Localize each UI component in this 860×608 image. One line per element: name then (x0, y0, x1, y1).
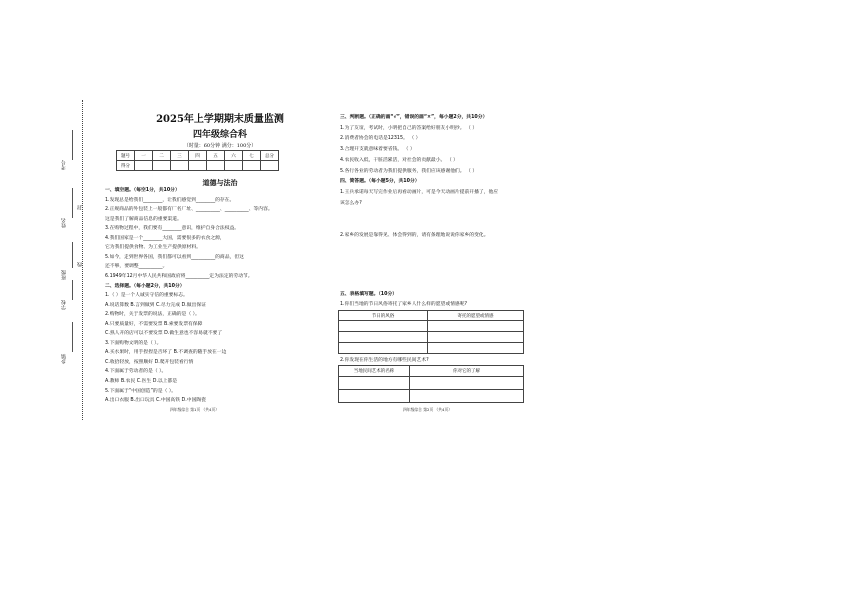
table-header-cell: 节日的风俗 (339, 311, 428, 321)
score-cell: 四 (189, 151, 207, 161)
gutter-line-school (72, 280, 73, 300)
question-text: 2.你发现在你生活的地方有哪些民间艺术? (340, 358, 429, 363)
table-cell[interactable] (410, 377, 524, 390)
question-line: 1.王兵承诺每天写完作业后再看动画片，可是今天动画片提前开播了，他应 (340, 189, 499, 195)
score-cell (135, 161, 153, 171)
seal-dotted-line (82, 100, 83, 420)
question-line: 1.发现总是给我们________，让我们感觉到________的存在。 (105, 197, 235, 203)
question-text: 2.家乡的发展是靠得见、体会得到的，请有条理地说说你家乡的变化。 (340, 233, 489, 238)
score-cell (153, 161, 171, 171)
exam-subtitle: 四年级综合科 (192, 130, 247, 140)
question-line: 3.下面购物文明的是（ ）。 (105, 340, 162, 346)
score-cell: 得分 (117, 161, 135, 171)
table-cell[interactable] (339, 390, 410, 403)
table-cell[interactable] (410, 390, 524, 403)
exam-title: 2025年上学期期末质量监测 (156, 114, 284, 125)
page-footer-1: 四年级综合 第1页 （共4页） (170, 407, 220, 412)
question-line: 3.合理开支就意味着要省钱。 （ ） (340, 147, 415, 153)
gutter-line-class (72, 242, 73, 268)
question-line: 6.1949年12月中华人民共和国政府将__________定为法定的劳动节。 (105, 273, 253, 279)
table-cell[interactable] (339, 332, 428, 343)
table-header-cell: 你对它的了解 (410, 366, 524, 377)
gutter-line-exam-number (72, 130, 73, 160)
page-footer-2: 四年级综合 第2页 （共4页） (403, 407, 453, 412)
table-row (339, 343, 524, 354)
question-line: C.收拾轻放，按照顺好 D.爬开包装看行情 (105, 359, 194, 365)
table-cell[interactable] (428, 332, 524, 343)
question-line: A.买水果时，用手捏捏是否坏了 B.不调查的随手放在一边 (105, 350, 227, 356)
section-heading: 二、选择题。（每小题2分，共10分） (105, 283, 185, 289)
question-line: 还不够，要调整__________。 (105, 264, 168, 270)
question-line: 4.我们国家是一个________大国，需要很多的衣食之源， (105, 235, 225, 241)
question-line: A.说话算数 B.言到做到 C.尽力完成 D.做出保证 (105, 302, 206, 308)
question-line: 该怎么办? (340, 200, 362, 206)
table-row (339, 332, 524, 343)
question-line: 它为我们提供食物、为工业生产提供原材料。 (105, 245, 201, 251)
table-cell[interactable] (428, 343, 524, 354)
question-line: A.只要质量好，不需要发票 B.索要发票有保障 (105, 321, 203, 327)
gutter-line-township (72, 322, 73, 352)
table-cell[interactable] (339, 321, 428, 332)
question-text: 1.你们当地的节日风俗寄托了家乡人什么样的愿望或情感呢? (340, 302, 468, 307)
table-row (339, 321, 524, 332)
gutter-label-name: 姓名 (61, 218, 67, 228)
question-line: 5.各行各业的劳动者为我们提供服务，我们应该感谢他们。 （ ） (340, 168, 478, 174)
question-line: 1.为了友谊，考试时，小明把自己的答案给好朋友小明抄。 （ ） (340, 125, 478, 131)
score-cell: 题号 (117, 151, 135, 161)
festival-custom-table (338, 310, 524, 354)
question-line: C.熟人开的店可以不要发票 D.做生意也不容易就不要了 (105, 331, 223, 337)
table-header-row (339, 366, 524, 377)
table-cell[interactable] (428, 321, 524, 332)
score-cell (243, 161, 261, 171)
section-heading: 五、表格填写题。（10分） (340, 292, 398, 297)
score-cell (189, 161, 207, 171)
table-header-cell: 当地民间艺术的名称 (339, 366, 410, 377)
question-line: 5.下面属于“中国创造”的是（ ）。 (105, 388, 177, 394)
score-cell (171, 161, 189, 171)
table-cell[interactable] (339, 377, 410, 390)
question-line: 3.在购物过程中，我们要有________意识，维护自身合法权益。 (105, 226, 240, 232)
score-cell: 七 (243, 151, 261, 161)
question-line: 这是我们了解商品信息的重要渠道。 (105, 216, 182, 222)
section-heading: 三、判断题。（正确的画“√”，错误的画“×”，每小题2分，共10分） (340, 115, 488, 120)
gutter-label-school: 学校 (61, 300, 67, 310)
gutter-label-exam-number: 考号 (61, 160, 67, 170)
question-line: 4.农民收入低，干脏活累活，对社会的贡献最小。 （ ） (340, 157, 458, 163)
score-cell (225, 161, 243, 171)
score-cell (261, 161, 279, 171)
table-header-cell: 寄托的愿望或情感 (428, 311, 524, 321)
section-title-morality-law: 道德与法治 (202, 178, 238, 187)
gutter-seal-char-1: 封 (77, 205, 83, 210)
gutter-label-class: 班级 (61, 270, 67, 280)
question-line: 4.下面属于劳动者的是（ ）。 (105, 369, 167, 375)
score-table (116, 150, 279, 171)
score-table-header-row (117, 151, 279, 161)
gutter-line-name (72, 188, 73, 218)
gutter-seal-char-2: 线 (77, 262, 83, 267)
table-row (339, 377, 524, 390)
question-line: 1.（ ）是一个人诚实守信的重要标志。 (105, 293, 188, 299)
table-cell[interactable] (339, 343, 428, 354)
score-cell: 总分 (261, 151, 279, 161)
score-cell: 一 (135, 151, 153, 161)
question-line: 5.如今，走到世界各国，我们都可以看到__________的商品，但这 (105, 254, 244, 260)
question-line: A.教师 B.农民 C.医生 D.以上都是 (105, 379, 178, 384)
gutter-label-township: 乡镇 (61, 354, 67, 364)
section-heading: 四、简答题。（每小题5分，共10分） (340, 179, 420, 185)
question-line: A.出口衣服 B.出口玩具 C.中国高铁 D.中国陶瓷 (105, 398, 206, 404)
section-heading: 一、填空题。（每空1分，共10分） (105, 188, 180, 193)
score-cell (207, 161, 225, 171)
exam-meta: （时量：60分钟 满分：100分） (183, 143, 257, 149)
folk-art-table (338, 365, 524, 403)
score-cell: 三 (171, 151, 189, 161)
score-cell: 五 (207, 151, 225, 161)
question-line: 2.消费者协会的电话是12315。 （ ） (340, 136, 421, 142)
table-row (339, 390, 524, 403)
score-table-score-row (117, 161, 279, 171)
question-line: 2.正规商品的外包装上一般都有厂名厂址、__________、__________、等内容。 (105, 207, 273, 213)
question-line: 2.购物时，关于发票的说法，正确的是（ ）。 (105, 312, 200, 318)
score-cell: 六 (225, 151, 243, 161)
table-header-row (339, 311, 524, 321)
score-cell: 二 (153, 151, 171, 161)
